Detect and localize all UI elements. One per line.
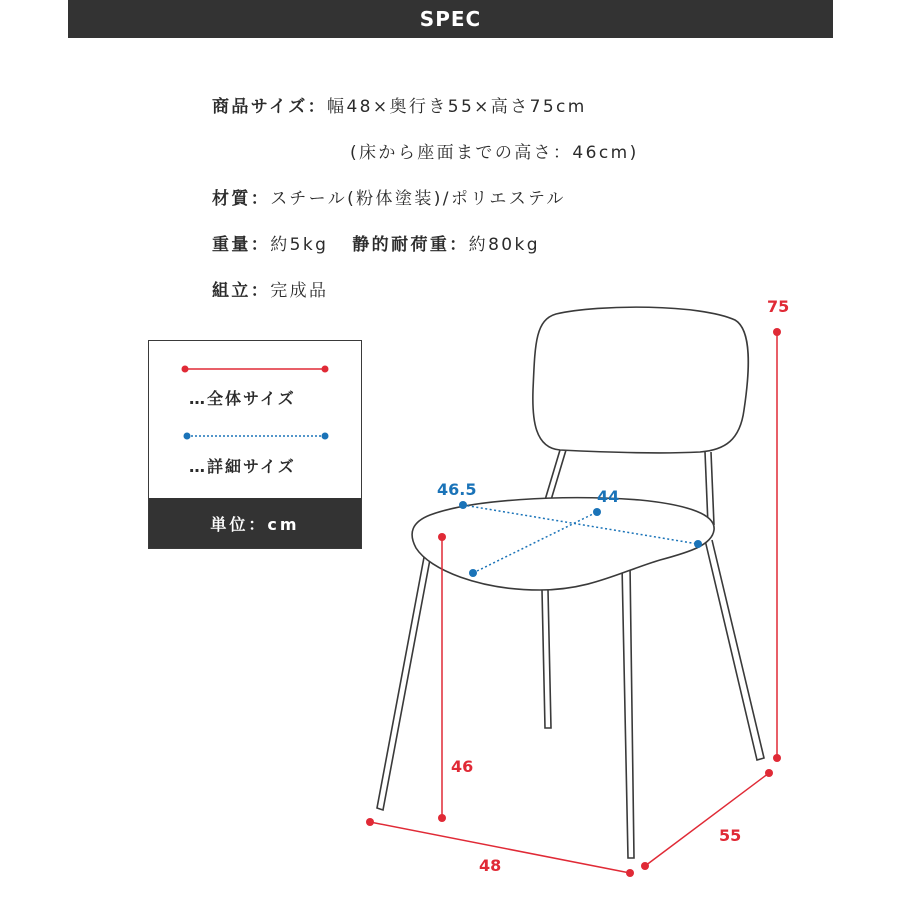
assembly-value: 完成品 bbox=[270, 281, 329, 301]
assembly-label: 組立： bbox=[212, 281, 271, 301]
chair-leg-back-left bbox=[542, 590, 551, 728]
weight-label: 重量： bbox=[212, 235, 271, 255]
size-label: 商品サイズ： bbox=[212, 97, 328, 117]
load-label: 静的耐荷重： bbox=[352, 235, 469, 255]
weight-value: 約5kg bbox=[270, 235, 329, 255]
seat-width-label: 46.5 bbox=[437, 480, 477, 499]
material-value: スチール(粉体塗装)/ポリエステル bbox=[270, 189, 566, 209]
spec-title: SPEC bbox=[419, 7, 482, 31]
chair-leg-back-right bbox=[705, 540, 764, 760]
chair-seat bbox=[412, 498, 714, 590]
dimension-width bbox=[366, 818, 634, 877]
detail-size-label: …詳細サイズ bbox=[189, 457, 296, 476]
chair-leg-front-right bbox=[622, 565, 634, 858]
chair-leg-front-left bbox=[377, 552, 431, 810]
dimension-overall-height bbox=[767, 297, 789, 762]
size-value: 幅48×奥行き55×高さ75cm bbox=[327, 97, 587, 117]
seat-height-label: 46 bbox=[451, 757, 474, 776]
overall-size-label: …全体サイズ bbox=[189, 389, 296, 408]
chair-back-post-right bbox=[705, 452, 708, 525]
load-value: 約80kg bbox=[468, 235, 540, 255]
dimension-depth bbox=[641, 769, 773, 870]
width-label: 48 bbox=[479, 856, 502, 875]
seat-height-note: (床から座面までの高さ：46cm) bbox=[350, 143, 639, 163]
unit-label: 単位：cm bbox=[210, 514, 300, 534]
seat-depth-label: 44 bbox=[597, 487, 620, 506]
chair-backrest bbox=[533, 307, 748, 453]
material-label: 材質： bbox=[212, 189, 271, 209]
overall-height-label: 75 bbox=[767, 297, 790, 316]
depth-label: 55 bbox=[719, 826, 742, 845]
